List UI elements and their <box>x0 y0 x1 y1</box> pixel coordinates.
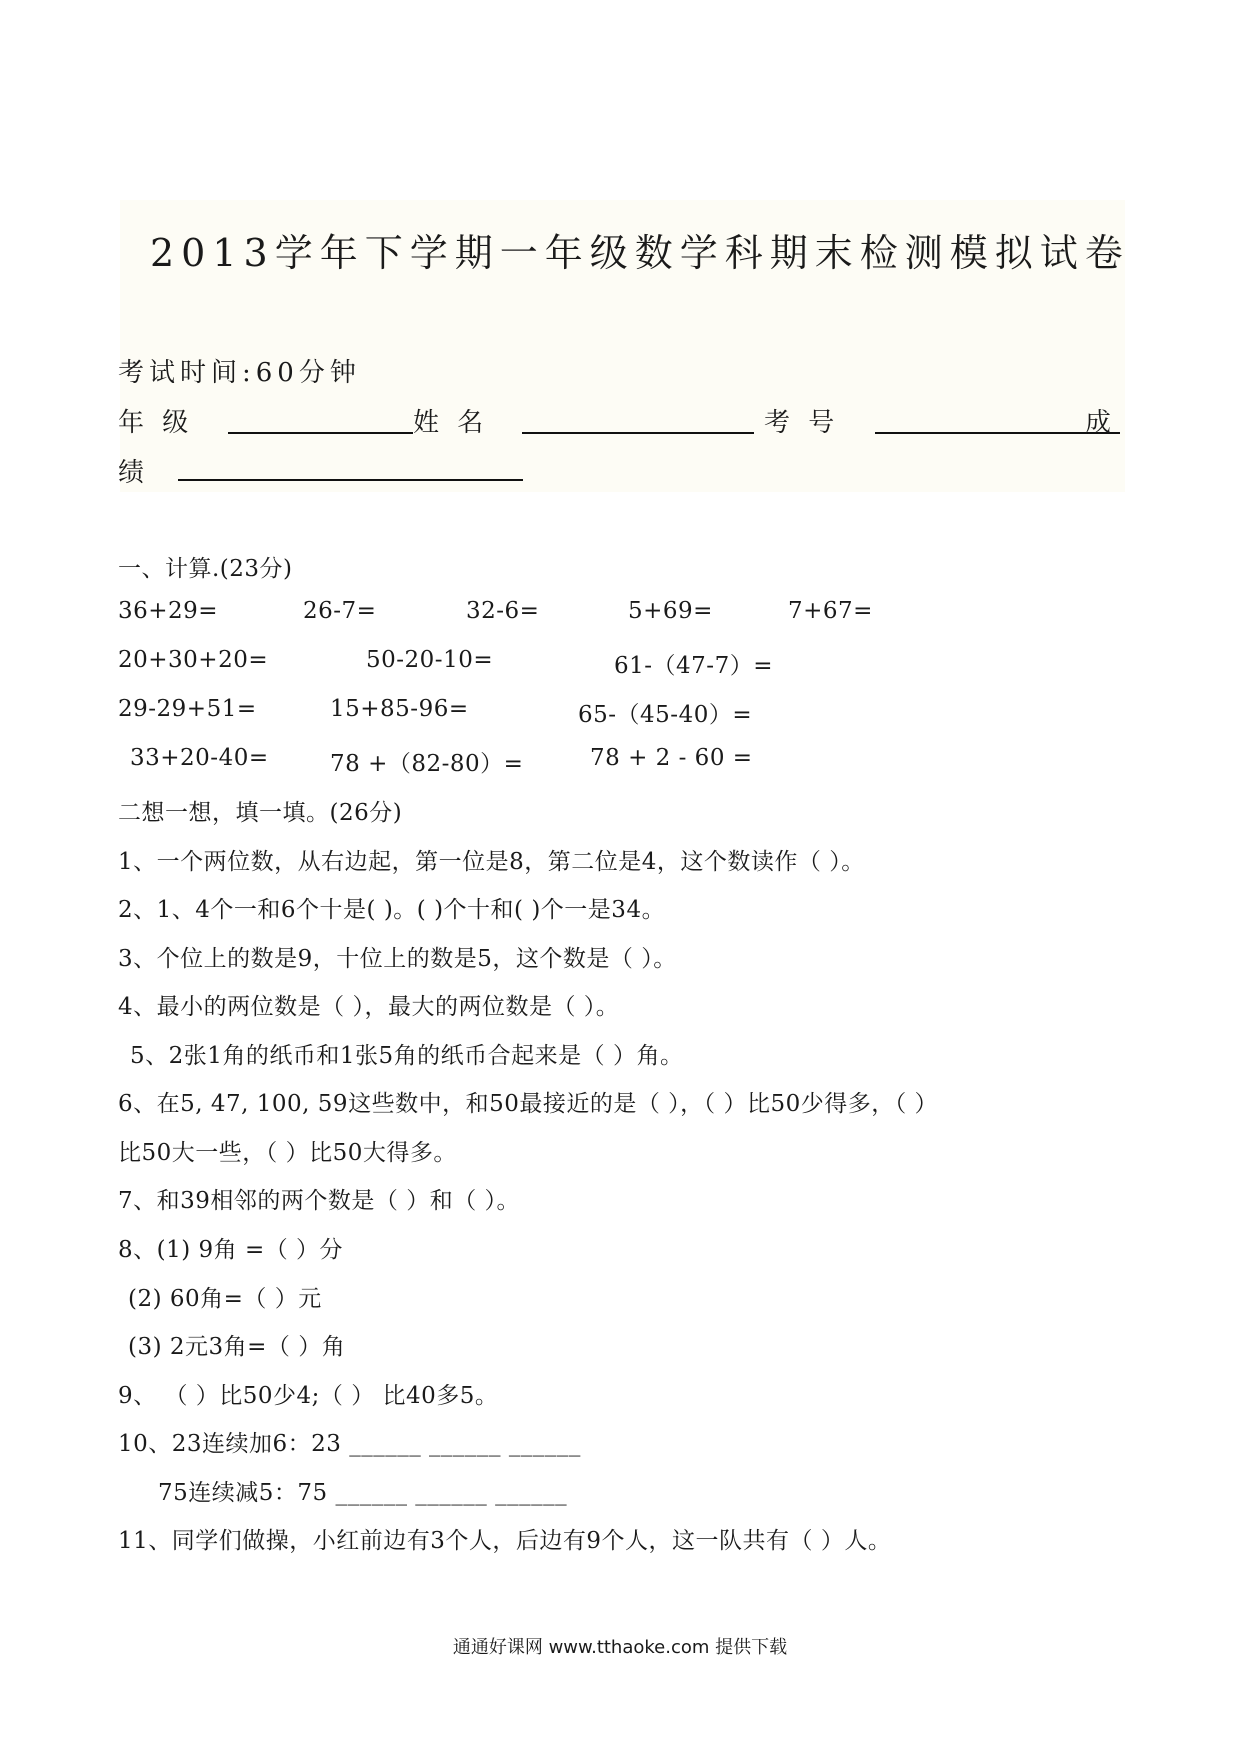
grade-blank[interactable] <box>228 432 413 434</box>
calc-item: 33+20-40= <box>130 745 269 771</box>
question-item: 8、(1) 9角 =（ ）分 <box>118 1237 344 1263</box>
question-item: 6、在5, 47, 100, 59这些数中，和50最接近的是（ ），（ ）比50少得多，（ ） <box>118 1091 939 1117</box>
score-label-a: 成 <box>1085 408 1117 438</box>
question-item: 1、一个两位数，从右边起，第一位是8，第二位是4，这个数读作（ ）。 <box>118 849 865 875</box>
grade-label: 年 级 <box>118 408 194 438</box>
question-item: 75连续减5：75 ______ ______ ______ <box>158 1480 568 1506</box>
exam-title: 2013学年下学期一年级数学科期末检测模拟试卷 <box>150 231 1130 275</box>
footer-credit: 通通好课网 www.tthaoke.com 提供下载 <box>452 1637 788 1658</box>
question-item: 3、个位上的数是9，十位上的数是5，这个数是（ ）。 <box>118 946 677 972</box>
question-item: 7、和39相邻的两个数是（ ）和（ ）。 <box>118 1188 521 1214</box>
question-item: 10、23连续加6：23 ______ ______ ______ <box>118 1431 581 1457</box>
calc-item: 20+30+20= <box>118 647 269 673</box>
question-item: (3) 2元3角=（ ）角 <box>128 1334 346 1360</box>
question-item: 9、 （ ）比50少4;（ ） 比40多5。 <box>118 1383 499 1409</box>
exam-time: 考试时间:60分钟 <box>118 358 361 388</box>
score-blank[interactable] <box>178 479 523 481</box>
section1-heading: 一、计算.(23分) <box>118 556 293 582</box>
calc-item: 78 + 2 - 60 = <box>590 745 753 771</box>
calc-item: 15+85-96= <box>330 696 469 722</box>
question-item: 2、1、4个一和6个十是( )。( )个十和( )个一是34。 <box>118 897 666 923</box>
score-label-b: 绩 <box>118 458 150 488</box>
name-label: 姓 名 <box>413 408 489 438</box>
calc-item: 32-6= <box>466 598 540 624</box>
question-item: 11、同学们做操，小红前边有3个人，后边有9个人，这一队共有（ ）人。 <box>118 1528 892 1554</box>
calc-item: 29-29+51= <box>118 696 257 722</box>
calc-item: 78 +（82-80）= <box>330 751 524 777</box>
calc-item: 7+67= <box>788 598 873 624</box>
calc-item: 26-7= <box>303 598 377 624</box>
name-blank[interactable] <box>522 432 754 434</box>
calc-item: 50-20-10= <box>366 647 494 673</box>
question-item: 比50大一些，（ ）比50大得多。 <box>118 1140 457 1166</box>
number-label: 考 号 <box>764 408 840 438</box>
section2-heading: 二想一想，填一填。(26分) <box>118 800 403 826</box>
calc-item: 5+69= <box>628 598 713 624</box>
calc-item: 61-（47-7）= <box>614 653 773 679</box>
question-item: 4、最小的两位数是（ ），最大的两位数是（ ）。 <box>118 994 620 1020</box>
question-item: (2) 60角=（ ）元 <box>128 1286 322 1312</box>
question-item: 5、2张1角的纸币和1张5角的纸币合起来是（ ）角。 <box>130 1043 684 1069</box>
calc-item: 36+29= <box>118 598 219 624</box>
number-blank[interactable] <box>875 432 1120 434</box>
calc-item: 65-（45-40）= <box>578 702 753 728</box>
